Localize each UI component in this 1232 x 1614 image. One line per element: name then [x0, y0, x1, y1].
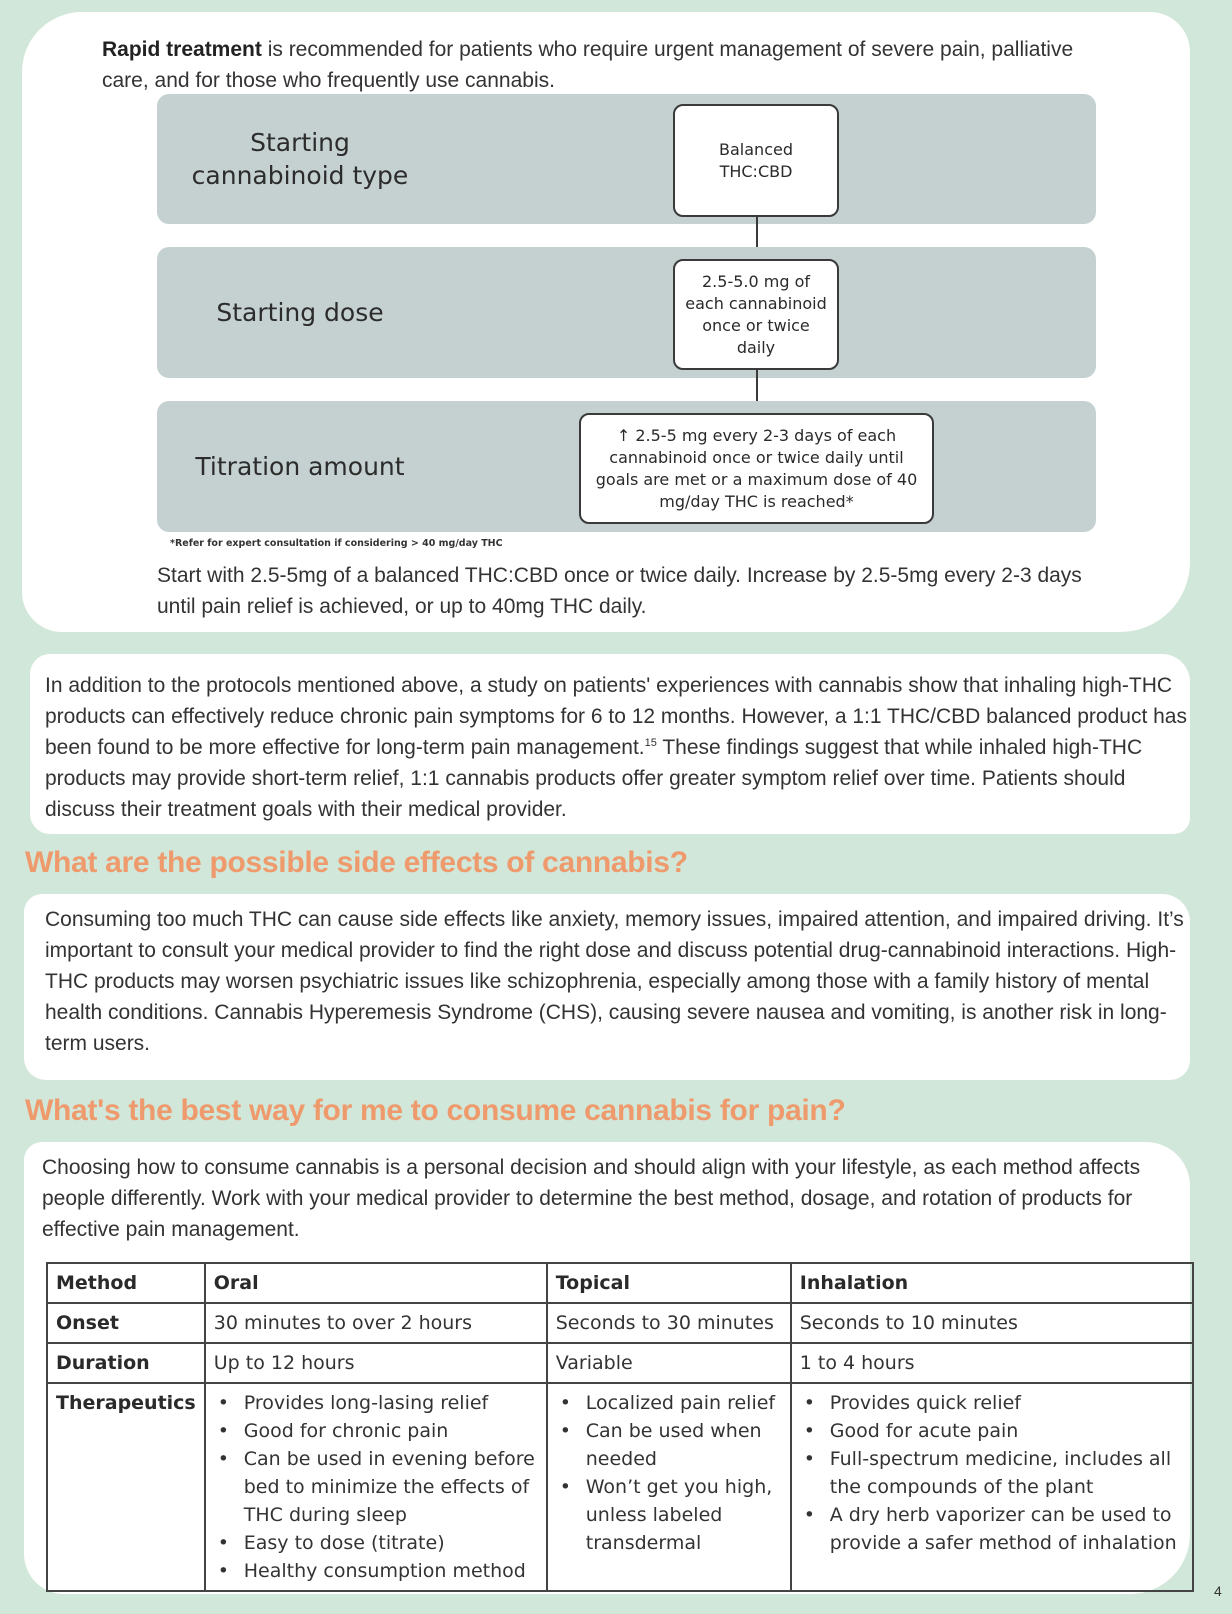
- flow-label-dose: Starting dose: [216, 298, 384, 327]
- table-row-therapeutics: [47, 1383, 1193, 1591]
- side-effects-paragraph: Consuming too much THC can cause side effects like anxiety, memory issues, impaired attention, and impaired driving. It’s important to consult your medical provider to find the right dose and discuss potential drug-cannabinoid interactions. High-THC products may worsen psychiatric issues like schizophrenia, especially among those with a family history of mental health conditions. Cannabis Hyperemesis Syndrome (CHS), causing severe nausea and vomiting, is another risk in long-term users.: [45, 908, 1184, 1055]
- study-paragraph: [45, 670, 1195, 825]
- rapid-treatment-intro: [102, 34, 1082, 96]
- reference-15: 15: [644, 737, 657, 749]
- table-row-method: [47, 1263, 1193, 1303]
- list-item: • Good for chronic pain: [244, 1417, 538, 1445]
- flow-node-dose: 2.5-5.0 mg of each cannabinoid once or twice daily: [673, 259, 839, 370]
- table-cell-topical: [547, 1383, 791, 1591]
- table-row-onset: [47, 1303, 1193, 1343]
- flow-label-type: Starting cannabinoid type: [191, 128, 409, 190]
- list-item: • Good for acute pain: [830, 1417, 1184, 1445]
- flow-footnote: *Refer for expert consultation if considering > 40 mg/day THC: [170, 538, 503, 549]
- flow-node-type: Balanced THC:CBD: [673, 104, 839, 217]
- inhalation-list: [800, 1389, 1184, 1557]
- table-cell: Variable: [547, 1343, 791, 1383]
- list-item: • A dry herb vaporizer can be used to provide a safer method of inhalation: [830, 1501, 1184, 1557]
- table-header-cell: Method: [47, 1263, 205, 1303]
- table-cell: Up to 12 hours: [205, 1343, 547, 1383]
- intro-rest: is recommended for patients who require urgent management of severe pain, palliative care, and for those who frequently use cannabis.: [102, 38, 1074, 92]
- list-item: • Easy to dose (titrate): [244, 1529, 538, 1557]
- oral-list: [214, 1389, 538, 1585]
- table-cell: Duration: [47, 1343, 205, 1383]
- list-item: • Provides quick relief: [830, 1389, 1184, 1417]
- table-header-cell: Topical: [547, 1263, 791, 1303]
- table-row-duration: [47, 1343, 1193, 1383]
- list-item: • Can be used when needed: [586, 1417, 782, 1473]
- study-text-1: In addition to the protocols mentioned above, a study on patients' experiences with cannabis show that inhaling high-THC products can effectively reduce chronic pain symptoms for 6 to 12 months. However, a 1:1 THC/CBD balanced product has been found to be more effective for long-term pain management.: [45, 674, 1187, 759]
- table-cell-oral: [205, 1383, 547, 1591]
- consume-paragraph: Choosing how to consume cannabis is a personal decision and should align with your lifestyle, as each method affects people differently. Work with your medical provider to determine the best method, dosage, and rotation of products for effective pain management.: [42, 1156, 1141, 1241]
- table-cell: Therapeutics: [47, 1383, 205, 1591]
- topical-list: [556, 1389, 782, 1557]
- study-text-2: These findings suggest that while inhaled high-THC products may provide short-term relief, 1:1 cannabis products offer greater symptom relief over time. Patients should discuss their treatment goals with their medical provider.: [45, 736, 1143, 821]
- table-cell: Seconds to 10 minutes: [791, 1303, 1193, 1343]
- consume-heading: What's the best way for me to consume cannabis for pain?: [25, 1094, 846, 1127]
- table-header-cell: Oral: [205, 1263, 547, 1303]
- flow-node-titration: ↑ 2.5-5 mg every 2-3 days of each cannabinoid once or twice daily until goals are met or a maximum dose of 40 mg/day THC is reached*: [579, 413, 934, 524]
- table-cell: 30 minutes to over 2 hours: [205, 1303, 547, 1343]
- side-effects-heading: What are the possible side effects of cannabis?: [25, 846, 688, 879]
- list-item: • Localized pain relief: [586, 1389, 782, 1417]
- table-header-cell: Inhalation: [791, 1263, 1193, 1303]
- table-cell-inhalation: [791, 1383, 1193, 1591]
- page-number: 4: [1214, 1583, 1222, 1599]
- table-cell: Onset: [47, 1303, 205, 1343]
- flow-label-titration: Titration amount: [195, 452, 405, 481]
- intro-bold: Rapid treatment: [102, 38, 262, 61]
- list-item: • Full-spectrum medicine, includes all the compounds of the plant: [830, 1445, 1184, 1501]
- list-item: • Can be used in evening before bed to minimize the effects of THC during sleep: [244, 1445, 538, 1529]
- table-cell: Seconds to 30 minutes: [547, 1303, 791, 1343]
- list-item: • Healthy consumption method: [244, 1557, 538, 1585]
- list-item: • Provides long-lasing relief: [244, 1389, 538, 1417]
- list-item: • Won’t get you high, unless labeled transdermal: [586, 1473, 782, 1557]
- rapid-summary: Start with 2.5-5mg of a balanced THC:CBD once or twice daily. Increase by 2.5-5mg every 2-3 days until pain relief is achieved, or up to 40mg THC daily.: [157, 564, 1082, 618]
- consumption-methods-table: [46, 1262, 1194, 1592]
- table-cell: 1 to 4 hours: [791, 1343, 1193, 1383]
